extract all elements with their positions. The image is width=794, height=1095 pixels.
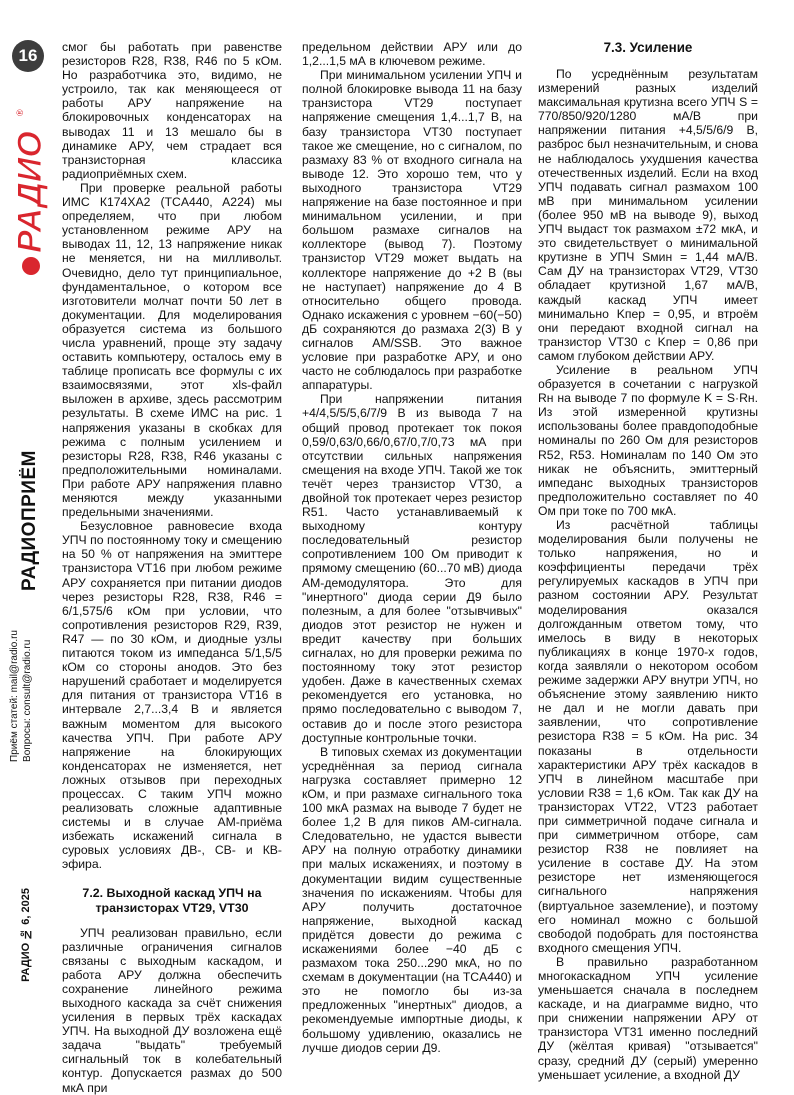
section-rubric: РАДИОПРИЁМ xyxy=(19,450,40,591)
paragraph: УПЧ реализован правильно, если различные ограничения сигналов связаны с выходным каскадом, и работа АРУ должна обеспечить сохранение линейного режима выходного каскада за счёт снижения усиления в первых трёх каскадах УПЧ. На выходной ДУ возложена ещё задача "выдать" требуемый сигнальный ток в колебательный контур. Допускается размах до 500 мкА при xyxy=(62,925,282,1095)
paragraph: Усиление в реальном УПЧ образуется в сочетании с нагрузкой Rн на выводе 7 по формуле K = S·Rн. Из этой измеренной крутизны использованы более правдоподобные номиналы по 260 Ом для резисторов R52, R53. Номиналам по 140 Ом это никак не объяснить, эмиттерный импеданс выходных транзисторов предположительно составляет по 40 Ом при токе по 700 мкА. xyxy=(538,362,758,518)
paragraph: смог бы работать при равенстве резисторов R28, R38, R46 по 5 кОм. Но разработчика это, видимо, не устроило, так как меняющееся от работы АРУ напряжение на блокировочных конденсаторах на выводах 11 и 13 мешало бы в динамике АРУ, чем страдает вся транзисторная классика радиоприёмных схем. xyxy=(62,40,282,181)
paragraph: По усреднённым результатам измерений разных изделий максимальная крутизна всего УПЧ S = 770/850/920/1280 мА/В при напряжении питания +4,5/5/6/9 В, разброс был незначительным, и снова не наблюдалось ухудшения качества отечественных изделий. Если на вход УПЧ подавать сигнал размахом 100 мВ при минимальном усилении (более 950 мВ на выводе 9), выход УПЧ выдаст ток размахом ±72 мкА, и это свидетельствует о минимальной крутизне в УПЧ Sмин = 1,44 мА/В. Сам ДУ на транзисторах VT29, VT30 обладает крутизной 1,67 мА/В, каждый каскад УПЧ имеет минимально Kпер = 0,95, и втроём они передают входной сигнал на транзистор VT30 с Kпер = 0,86 при самом глубоком действии АРУ. xyxy=(538,67,758,363)
paragraph: При минимальном усилении УПЧ и полной блокировке вывода 11 на базу транзистора VT29 поступает напряжение смещения 1,4...1,7 В, на базу транзистора VT30 поступает такое же смещение, но с сигналом, по размаху 83 % от входного сигнала на выводе 12. Это хорошо тем, что у выходного транзистора VT29 напряжение на базе постоянное и при минимальном усилении, и при большом размахе сигналов на коллекторе (вывод 7). Поэтому транзистор VT29 может выдать на коллекторе напряжение до +2 В (вы не наступает) напряжение до 4 В относительно общего провода. Однако искажения с уровнем −60(−50) дБ сохраняются до размаха 2(3) В у сигналов AM/SSB. Это важное условие при разработке АРУ, и оно часто не соблюдалось при разработке аппаратуры. xyxy=(302,68,522,393)
column-2 xyxy=(302,40,522,1055)
radio-logo xyxy=(7,90,49,280)
svg-text:®: ® xyxy=(15,109,25,116)
column-1 xyxy=(62,40,282,1095)
svg-text:РАДИО: РАДИО xyxy=(11,131,49,253)
page-number: 16 xyxy=(12,40,44,72)
contacts-line-2: Вопросы: consult@radio.ru xyxy=(22,639,33,762)
column-3 xyxy=(538,40,758,1082)
paragraph: предельном действии АРУ или до 1,2...1,5 мА в ключевом режиме. xyxy=(302,40,522,69)
section-heading-7-3: 7.3. Усиление xyxy=(603,40,693,55)
side-margin xyxy=(0,0,52,1027)
contacts-block xyxy=(8,630,34,762)
paragraph: В типовых схемах из документации усреднённая за период сигнала нагрузка составляет примерно 12 кОм, и при размахе сигнального тока 100 мкА размах на выводе 7 будет не более 1,2 В для пиков АМ-сигнала. Следовательно, не удастся вывести АРУ на полную отработку динамики при малых искажениях, и поэтому в документации видим существенные значения по искажениям. Чтобы для АРУ получить достаточное напряжение, выходной каскад придётся довести до режима с искажениями более −40 дБ с размахом тока 250...290 мкА, но по схемам в документации (на TCA440) и это не помогло бы из-за предложенных "инертных" диодов, а рекомендуемые импортные диоды, к большому удивлению, оказались не лучше диодов серии Д9. xyxy=(302,744,522,1055)
paragraph: При проверке реальной работы ИМС К174ХА2 (TCA440, A224) мы определяем, что при любом установленном режиме АРУ на выводах 11, 12, 13 напряжение никак не меняется, ни на милливольт. Очевидно, дело тут принципиальное, фундаментальное, о котором все изготовители молчат почти 50 лет в документации. Для моделирования образуется система из большого числа уравнений, проще эту задачу оставить компьютеру, осталось ему в таблице прописать все формулы с их взаимосвязями, этот xls-файл выложен в архиве, здесь рассмотрим результаты. В схеме ИМС на рис. 1 напряжения указаны в скобках для режима с полным усилением и резисторы R28, R38, R46 указаны с предположительными номиналами. При работе АРУ напряжения плавно меняются между указанными предельными значениями. xyxy=(62,180,282,520)
paragraph: В правильно разработанном многокаскадном УПЧ усиление уменьшается сначала в последнем каскаде, и на диаграмме видно, что при снижении напряжении АРУ от транзистора VT31 именно последний ДУ (жёлтая кривая) "отзывается" сразу, средний ДУ (серый) умеренно уменьшает усиление, а входной ДУ xyxy=(538,954,758,1082)
paragraph: Из расчётной таблицы моделирования были получены не только напряжения, но и коэффициенты передачи трёх регулируемых каскадов в УПЧ при разном состоянии АРУ. Результат моделирования оказался долгожданным ответом тому, что имелось в виду в некоторых публикациях в конце 1970-х годов, когда заявляли о некотором особом режиме задержки АРУ внутри УПЧ, но объяснение этому заявлению никто не дал и не могли давать при заявлении, что сопротивление резистора R38 = 5 кОм. На рис. 34 показаны в отдельности характеристики АРУ трёх каскадов в УПЧ в линейном масштабе при условии R38 = 1,6 кОм. Так как ДУ на транзисторах VT22, VT23 работает при симметричной подаче сигнала и при симметричном отборе, сам резистор R38 не повлияет на усиление в составе ДУ. На этом резисторе нет изменяющегося сигнального напряжения (виртуальное заземление), и поэтому его номинал можно с большой свободой подобрать для постоянства входного смещения УПЧ. xyxy=(538,518,758,955)
section-heading-7-2: 7.2. Выходной каскад УПЧ на транзисторах VT29, VT30 xyxy=(82,885,262,915)
issue-label: РАДИО № 6, 2025 xyxy=(20,888,32,982)
paragraph: Безусловное равновесие входа УПЧ по постоянному току и смещению на 50 % от напряжения на эмиттере транзистора VT16 при любом режиме АРУ сохраняется при питании диодов через резисторы R28, R38, R46 = 6/1,575/6 кОм при условии, что сопротивления резисторов R29, R39, R47 — по 30 кОм, и диодные узлы питаются током из импеданса 5/1,5/5 кОм со стороны анодов. Это без нарушений сработает и моделируется для питания от транзистора VT16 в интервале 2,7...3,4 В и является важным моментом для высокого качества УПЧ. При работе АРУ напряжение на блокирующих конденсаторах не изменяется, нет ложных отзывов при переходных процессах. С таким УПЧ можно реализовать сложные адаптивные системы и в случае АМ-приёма избежать искажений сигнала в суровых условиях ДВ-, СВ- и КВ-эфира. xyxy=(62,519,282,872)
paragraph: При напряжении питания +4/4,5/5/5,6/7/9 В из вывода 7 на общий провод протекает ток покоя 0,59/0,63/0,66/0,67/0,7/0,73 мА при отсутствии сильных напряжения смещения на входе УПЧ. Такой же ток течёт через транзистор VT30, а двойной ток протекает через резистор R51. Часто устанавливаемый к выходному контуру последовательный резистор сопротивлением 100 Ом приводит к прямому смещению (60...70 мВ) диода АМ-демодулятора. Это для "инертного" диода серии Д9 было полезным, а для более "отзывчивых" диодов этот резистор не нужен и вредит качеству при больших сигналах, но для проверки режима по постоянному току этот резистор удобен. Даже в качественных схемах рекомендуется его установка, но прямо последовательно с выводом 7, оставив до и после этого резистора доступные контрольные точки. xyxy=(302,392,522,745)
contacts-line-1: Приём статей: mail@radio.ru xyxy=(9,630,20,762)
